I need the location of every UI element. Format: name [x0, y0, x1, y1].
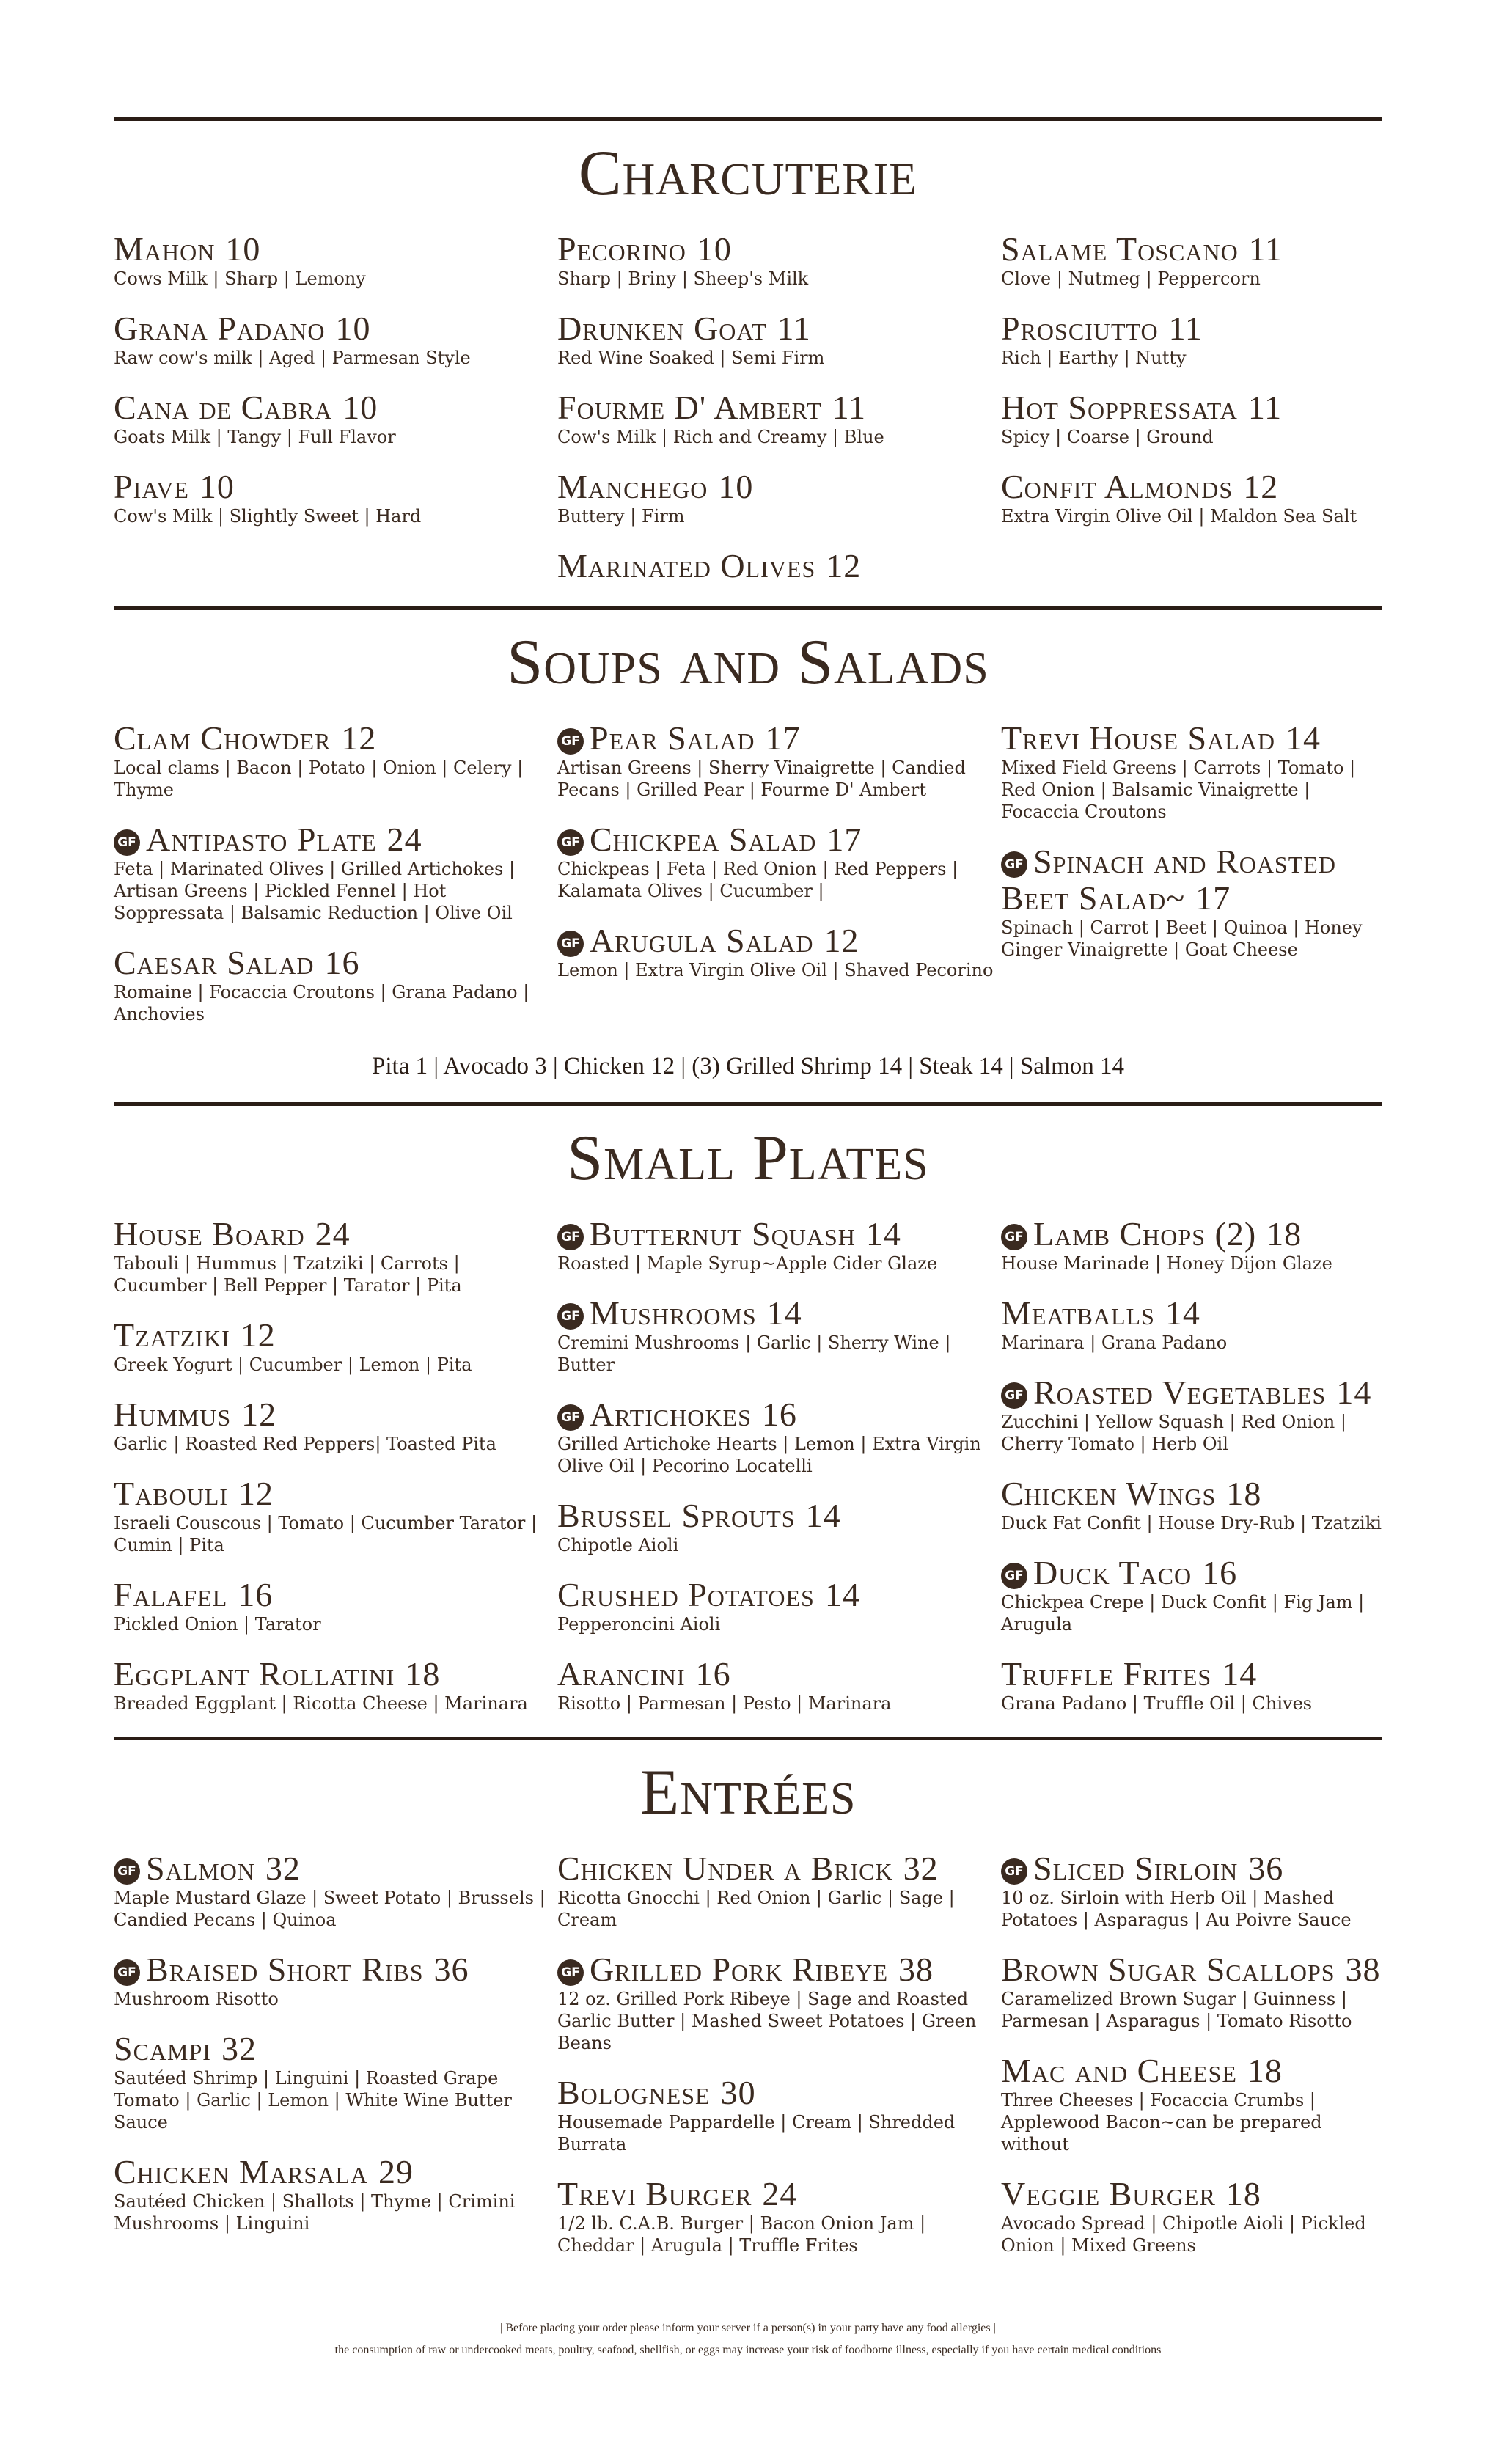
item-description: Buttery | Firm [557, 506, 685, 527]
item-name [114, 1216, 557, 1253]
item-title: House Board [114, 1215, 305, 1253]
item-description: Mushroom Risotto [114, 1989, 279, 2009]
item-name [557, 1396, 1001, 1433]
item-description: Chickpeas | Feta | Red Onion | Red Peppers | Kalamata Olives | Cucumber | [557, 859, 958, 901]
menu-item [557, 2075, 1001, 2155]
item-title: Mac and Cheese [1001, 2052, 1237, 2089]
item-description: Clove | Nutmeg | Peppercorn [1001, 268, 1261, 289]
item-name [114, 1577, 557, 1613]
item-name [1001, 310, 1382, 347]
item-name [1001, 843, 1382, 917]
item-title: Brown Sugar Scallops [1001, 1951, 1335, 1988]
item-name [1001, 1295, 1382, 1332]
menu-item [557, 1497, 1001, 1556]
item-title: Truffle Frites [1001, 1655, 1212, 1693]
item-title: Manchego [557, 468, 708, 505]
item-title: Tzatziki [114, 1316, 230, 1354]
item-name [557, 1656, 1001, 1693]
item-title: Fourme D' Ambert [557, 389, 822, 426]
item-title: Grilled Pork Ribeye [590, 1951, 888, 1988]
section-small-plates [114, 1102, 1382, 1735]
allergy-notice: | Before placing your order please inform your server if a person(s) in your party have any food allergies | [500, 2322, 996, 2334]
item-title: Bolognese [557, 2074, 711, 2111]
menu-page [114, 117, 1382, 2278]
item-price: 24 [315, 1215, 351, 1253]
item-title: Tabouli [114, 1475, 228, 1512]
menu-item [114, 389, 557, 448]
item-title: Hot Soppressata [1001, 389, 1238, 426]
section-title: Small Plates [567, 1123, 929, 1194]
item-title: Pecorino [557, 230, 686, 268]
item-description: Avocado Spread | Chipotle Aioli | Pickled Onion | Mixed Greens [1001, 2213, 1366, 2256]
item-name [114, 720, 557, 757]
item-description: 1/2 lb. C.A.B. Burger | Bacon Onion Jam | Cheddar | Arugula | Truffle Frites [557, 2213, 926, 2256]
item-description: Spinach | Carrot | Beet | Quinoa | Honey Ginger Vinaigrette | Goat Cheese [1001, 917, 1363, 960]
item-title: Trevi Burger [557, 2175, 752, 2212]
item-title: Cana de Cabra [114, 389, 333, 426]
item-name [557, 231, 1001, 268]
item-name [114, 821, 557, 858]
item-description: 10 oz. Sirloin with Herb Oil | Mashed Potatoes | Asparagus | Au Poivre Sauce [1001, 1888, 1352, 1930]
item-description: Israeli Couscous | Tomato | Cucumber Tarator | Cumin | Pita [114, 1513, 538, 1555]
item-description: Cow's Milk | Rich and Creamy | Blue [557, 427, 884, 447]
item-price: 16 [1202, 1554, 1238, 1591]
menu-item [1001, 1374, 1382, 1455]
item-title: Crushed Potatoes [557, 1576, 815, 1613]
menu-column [1001, 720, 1382, 1046]
item-title: Duck Taco [1033, 1554, 1192, 1591]
item-description: Lemon | Extra Virgin Olive Oil | Shaved Pecorino [557, 960, 994, 980]
item-price: 11 [1248, 230, 1283, 268]
item-description: House Marinade | Honey Dijon Glaze [1001, 1253, 1332, 1274]
menu-item [557, 2176, 1001, 2256]
item-price: 30 [720, 2074, 756, 2111]
item-price: 24 [386, 821, 422, 858]
item-price: 14 [865, 1215, 901, 1253]
item-description: Romaine | Focaccia Croutons | Grana Padano | Anchovies [114, 982, 529, 1024]
item-description: Pepperoncini Aioli [557, 1614, 721, 1635]
item-description: Artisan Greens | Sherry Vinaigrette | Candied Pecans | Grilled Pear | Fourme D' Ambert [557, 758, 966, 800]
divider [114, 606, 1382, 610]
item-price: 12 [238, 1475, 274, 1512]
gluten-free-icon: GF [1001, 1858, 1027, 1885]
menu-item [557, 1850, 1001, 1931]
item-price: 14 [766, 1294, 802, 1332]
item-price: 14 [1286, 719, 1321, 757]
item-description: Local clams | Bacon | Potato | Onion | Celery | Thyme [114, 758, 524, 800]
item-description: Duck Fat Confit | House Dry-Rub | Tzatziki [1001, 1513, 1382, 1533]
section-entrees [114, 1737, 1382, 2277]
item-name [1001, 389, 1382, 426]
item-price: 12 [826, 547, 862, 584]
item-name [1001, 231, 1382, 268]
menu-column [1001, 1216, 1382, 1735]
menu-item [1001, 310, 1382, 369]
item-name [1001, 1951, 1382, 1988]
item-title: Marinated Olives [557, 547, 816, 584]
item-title: Confit Almonds [1001, 468, 1233, 505]
item-name [1001, 2176, 1382, 2212]
item-description: Housemade Pappardelle | Cream | Shredded Burrata [557, 2112, 956, 2155]
item-description: Marinara | Grana Padano [1001, 1332, 1228, 1353]
item-name [557, 923, 1001, 959]
item-description: Roasted | Maple Syrup~Apple Cider Glaze [557, 1253, 938, 1274]
item-description: Goats Milk | Tangy | Full Flavor [114, 427, 396, 447]
item-description: Sautéed Shrimp | Linguini | Roasted Grape Tomato | Garlic | Lemon | White Wine Butter Sauce [114, 2068, 512, 2133]
item-name [1001, 2053, 1382, 2089]
item-name [114, 1850, 557, 1887]
item-name [557, 1216, 1001, 1253]
item-title: Chicken Under a Brick [557, 1849, 893, 1887]
menu-column [114, 1216, 557, 1735]
item-description: Mixed Field Greens | Carrots | Tomato | Red Onion | Balsamic Vinaigrette | Focaccia Croutons [1001, 758, 1356, 822]
menu-item [1001, 1951, 1382, 2032]
item-price: 16 [761, 1396, 797, 1433]
menu-item [1001, 2053, 1382, 2155]
item-title: Antipasto Plate [146, 821, 377, 858]
item-price: 17 [765, 719, 801, 757]
item-price: 24 [762, 2175, 798, 2212]
menu-item [557, 1951, 1001, 2054]
item-price: 16 [238, 1576, 274, 1613]
item-description: Maple Mustard Glaze | Sweet Potato | Brussels | Candied Pecans | Quinoa [114, 1888, 546, 1930]
item-price: 11 [777, 309, 811, 347]
menu-item [557, 310, 1001, 369]
item-price: 16 [324, 944, 360, 981]
item-title: Arancini [557, 1655, 686, 1693]
item-title: Chicken Marsala [114, 2153, 368, 2190]
item-price: 38 [1345, 1951, 1381, 1988]
item-description: Zucchini | Yellow Squash | Red Onion | Cherry Tomato | Herb Oil [1001, 1412, 1346, 1454]
item-description: Raw cow's milk | Aged | Parmesan Style [114, 348, 471, 368]
menu-item [114, 1850, 557, 1931]
item-price: 18 [405, 1655, 441, 1693]
item-price: 32 [265, 1849, 301, 1887]
item-name [557, 1951, 1001, 1988]
gluten-free-icon: GF [1001, 1382, 1027, 1409]
item-description: Chickpea Crepe | Duck Confit | Fig Jam | Arugula [1001, 1592, 1365, 1635]
menu-item [1001, 1295, 1382, 1354]
item-description: Ricotta Gnocchi | Red Onion | Garlic | Sage | Cream [557, 1888, 955, 1930]
item-price: 16 [695, 1655, 731, 1693]
item-title: Roasted Vegetables [1033, 1374, 1327, 1411]
menu-column [114, 231, 557, 605]
menu-item [114, 821, 557, 924]
divider [114, 1102, 1382, 1106]
gluten-free-icon: GF [557, 931, 584, 957]
section-soups-salads [114, 606, 1382, 1080]
item-description: Grana Padano | Truffle Oil | Chives [1001, 1693, 1313, 1714]
menu-item [1001, 1555, 1382, 1635]
item-name [1001, 1555, 1382, 1591]
item-title: Grana Padano [114, 309, 326, 347]
item-title: Trevi House Salad [1001, 719, 1275, 757]
item-description: Cow's Milk | Slightly Sweet | Hard [114, 506, 422, 527]
allergy-footer [0, 2317, 1496, 2361]
gluten-free-icon: GF [557, 1959, 584, 1986]
menu-item [557, 389, 1001, 448]
item-price: 11 [832, 389, 866, 426]
menu-item [1001, 469, 1382, 527]
item-price: 32 [903, 1849, 939, 1887]
item-name [114, 1475, 557, 1512]
gluten-free-icon: GF [557, 728, 584, 755]
item-name [114, 231, 557, 268]
menu-item [114, 2154, 557, 2234]
menu-item [1001, 389, 1382, 448]
gluten-free-icon: GF [114, 1959, 140, 1986]
item-title: Scampi [114, 2030, 211, 2067]
item-price: 10 [199, 468, 235, 505]
item-price: 11 [1247, 389, 1283, 426]
item-description: Feta | Marinated Olives | Grilled Artichokes | Artisan Greens | Pickled Fennel | Hot Soppressata | Balsamic Reduction | Olive Oil [114, 859, 516, 923]
item-description: 12 oz. Grilled Pork Ribeye | Sage and Roasted Garlic Butter | Mashed Sweet Potatoes | Green Beans [557, 1989, 977, 2053]
item-title: Artichokes [590, 1396, 752, 1433]
item-title: Sliced Sirloin [1033, 1849, 1239, 1887]
item-title: Chickpea Salad [590, 821, 817, 858]
menu-item [114, 720, 557, 801]
item-price: 10 [342, 389, 378, 426]
item-name [557, 310, 1001, 347]
item-name [114, 310, 557, 347]
divider [114, 117, 1382, 121]
menu-column [557, 1216, 1001, 1735]
item-name [1001, 1374, 1382, 1411]
item-name [1001, 1475, 1382, 1512]
item-price: 14 [1165, 1294, 1200, 1332]
item-price: 12 [241, 1396, 277, 1433]
item-title: Meatballs [1001, 1294, 1155, 1332]
item-title: Piave [114, 468, 189, 505]
item-price: 18 [1266, 1215, 1302, 1253]
gluten-free-icon: GF [114, 1858, 140, 1885]
menu-item [557, 1656, 1001, 1715]
item-price: 14 [824, 1576, 860, 1613]
item-price: 36 [433, 1951, 469, 1988]
item-description: Tabouli | Hummus | Tzatziki | Carrots | Cucumber | Bell Pepper | Tarator | Pita [114, 1253, 462, 1296]
item-name [114, 945, 557, 981]
item-name [1001, 1850, 1382, 1887]
item-name [114, 1951, 557, 1988]
item-name [557, 389, 1001, 426]
item-title: Falafel [114, 1576, 228, 1613]
item-description: Sharp | Briny | Sheep's Milk [557, 268, 809, 289]
item-description: Breaded Eggplant | Ricotta Cheese | Marinara [114, 1693, 528, 1714]
menu-item [557, 1295, 1001, 1376]
item-description: Rich | Earthy | Nutty [1001, 348, 1187, 368]
item-price: 14 [1336, 1374, 1372, 1411]
item-name [557, 2176, 1001, 2212]
gluten-free-icon: GF [557, 829, 584, 856]
menu-column [557, 1850, 1001, 2277]
menu-column [1001, 1850, 1382, 2277]
item-description: Garlic | Roasted Red Peppers| Toasted Pita [114, 1434, 496, 1454]
item-price: 12 [341, 719, 377, 757]
salad-addons: Pita 1 | Avocado 3 | Chicken 12 | (3) Grilled Shrimp 14 | Steak 14 | Salmon 14 [372, 1053, 1124, 1079]
gluten-free-icon: GF [114, 829, 140, 856]
item-name [114, 1317, 557, 1354]
item-description: Sautéed Chicken | Shallots | Thyme | Crimini Mushrooms | Linguini [114, 2191, 516, 2234]
menu-item [557, 821, 1001, 902]
item-name [1001, 1216, 1382, 1253]
menu-item [114, 945, 557, 1025]
item-title: Braised Short Ribs [146, 1951, 424, 1988]
item-description: Caramelized Brown Sugar | Guinness | Parmesan | Asparagus | Tomato Risotto [1001, 1989, 1352, 2031]
item-price: 38 [898, 1951, 934, 1988]
menu-item [1001, 1475, 1382, 1534]
item-price: 10 [225, 230, 261, 268]
menu-item [114, 2031, 557, 2133]
menu-column [1001, 231, 1382, 605]
menu-item [557, 231, 1001, 290]
gluten-free-icon: GF [1001, 1563, 1027, 1589]
menu-item [557, 923, 1001, 981]
menu-column [114, 720, 557, 1046]
item-name [114, 469, 557, 505]
item-name [557, 821, 1001, 858]
item-description: Spicy | Coarse | Ground [1001, 427, 1214, 447]
menu-item [1001, 1216, 1382, 1275]
gluten-free-icon: GF [1001, 1224, 1027, 1250]
item-description: Risotto | Parmesan | Pesto | Marinara [557, 1693, 892, 1714]
menu-item [557, 469, 1001, 527]
item-name [557, 548, 1001, 584]
item-price: 10 [696, 230, 732, 268]
item-title: Veggie Burger [1001, 2175, 1216, 2212]
item-title: Prosciutto [1001, 309, 1159, 347]
item-price: 18 [1247, 2052, 1283, 2089]
item-description: Cows Milk | Sharp | Lemony [114, 268, 366, 289]
item-price: 36 [1248, 1849, 1284, 1887]
item-price: 32 [221, 2030, 257, 2067]
item-title: Chicken Wings [1001, 1475, 1217, 1512]
menu-item [1001, 1656, 1382, 1715]
gluten-free-icon: GF [557, 1303, 584, 1330]
menu-item [114, 1216, 557, 1297]
menu-item [1001, 720, 1382, 823]
item-description: Greek Yogurt | Cucumber | Lemon | Pita [114, 1354, 472, 1375]
item-title: Eggplant Rollatini [114, 1655, 395, 1693]
item-title: Spinach and Roasted Beet Salad~ [1001, 843, 1336, 917]
gluten-free-icon: GF [1001, 851, 1027, 878]
item-title: Salmon [146, 1849, 255, 1887]
item-description: Pickled Onion | Tarator [114, 1614, 321, 1635]
item-price: 14 [805, 1497, 841, 1534]
item-price: 17 [826, 821, 862, 858]
item-price: 10 [335, 309, 371, 347]
item-description: Red Wine Soaked | Semi Firm [557, 348, 825, 368]
section-title: Soups and Salads [507, 627, 989, 698]
item-title: Arugula Salad [590, 922, 814, 959]
item-price: 14 [1222, 1655, 1258, 1693]
menu-item [1001, 843, 1382, 961]
item-name [557, 1497, 1001, 1534]
section-title: Charcuterie [578, 138, 918, 209]
item-description: Grilled Artichoke Hearts | Lemon | Extra Virgin Olive Oil | Pecorino Locatelli [557, 1434, 981, 1476]
item-price: 18 [1225, 2175, 1261, 2212]
item-name [1001, 1656, 1382, 1693]
item-name [557, 1577, 1001, 1613]
menu-item [557, 720, 1001, 801]
item-price: 11 [1168, 309, 1203, 347]
item-title: Clam Chowder [114, 719, 331, 757]
item-name [557, 469, 1001, 505]
menu-item [114, 231, 557, 290]
item-name [114, 2154, 557, 2190]
menu-column [557, 231, 1001, 605]
item-title: Salame Toscano [1001, 230, 1239, 268]
item-name [1001, 469, 1382, 505]
menu-item [114, 1656, 557, 1715]
menu-item [114, 310, 557, 369]
menu-item [557, 548, 1001, 584]
menu-item [114, 469, 557, 527]
item-price: 10 [718, 468, 754, 505]
item-title: Hummus [114, 1396, 232, 1433]
menu-item [557, 1396, 1001, 1477]
section-title: Entrées [639, 1757, 857, 1828]
menu-item [557, 1577, 1001, 1635]
item-title: Lamb Chops (2) [1033, 1215, 1257, 1253]
item-name [557, 2075, 1001, 2111]
menu-item [114, 1396, 557, 1455]
item-price: 12 [1243, 468, 1279, 505]
divider [114, 1737, 1382, 1740]
item-price: 18 [1226, 1475, 1262, 1512]
menu-item [114, 1317, 557, 1376]
item-name [557, 1850, 1001, 1887]
item-name [557, 1295, 1001, 1332]
item-price: 17 [1195, 879, 1231, 917]
item-description: Three Cheeses | Focaccia Crumbs | Applewood Bacon~can be prepared without [1001, 2090, 1322, 2155]
menu-column [114, 1850, 557, 2277]
item-name [114, 1396, 557, 1433]
item-title: Mushrooms [590, 1294, 757, 1332]
menu-column [557, 720, 1001, 1046]
item-description: Cremini Mushrooms | Garlic | Sherry Wine | Butter [557, 1332, 951, 1375]
item-name [114, 2031, 557, 2067]
menu-item [114, 1951, 557, 2010]
item-name [114, 1656, 557, 1693]
menu-item [114, 1577, 557, 1635]
menu-item [114, 1475, 557, 1556]
item-title: Caesar Salad [114, 944, 315, 981]
item-title: Pear Salad [590, 719, 755, 757]
item-name [557, 720, 1001, 757]
item-title: Mahon [114, 230, 216, 268]
menu-item [557, 1216, 1001, 1275]
item-name [1001, 720, 1382, 757]
item-title: Drunken Goat [557, 309, 767, 347]
section-charcuterie [114, 117, 1382, 605]
item-description: Chipotle Aioli [557, 1535, 679, 1555]
item-price: 12 [240, 1316, 276, 1354]
item-title: Butternut Squash [590, 1215, 856, 1253]
item-price: 29 [378, 2153, 414, 2190]
item-name [114, 389, 557, 426]
item-description: Extra Virgin Olive Oil | Maldon Sea Salt [1001, 506, 1357, 527]
foodborne-warning: the consumption of raw or undercooked meats, poultry, seafood, shellfish, or eggs may increase your risk of foodborne illness, especially if you have certain medical conditions [334, 2344, 1162, 2356]
menu-item [1001, 231, 1382, 290]
item-title: Brussel Sprouts [557, 1497, 796, 1534]
gluten-free-icon: GF [557, 1224, 584, 1250]
gluten-free-icon: GF [557, 1404, 584, 1431]
item-price: 12 [824, 922, 859, 959]
menu-item [1001, 1850, 1382, 1931]
menu-item [1001, 2176, 1382, 2256]
